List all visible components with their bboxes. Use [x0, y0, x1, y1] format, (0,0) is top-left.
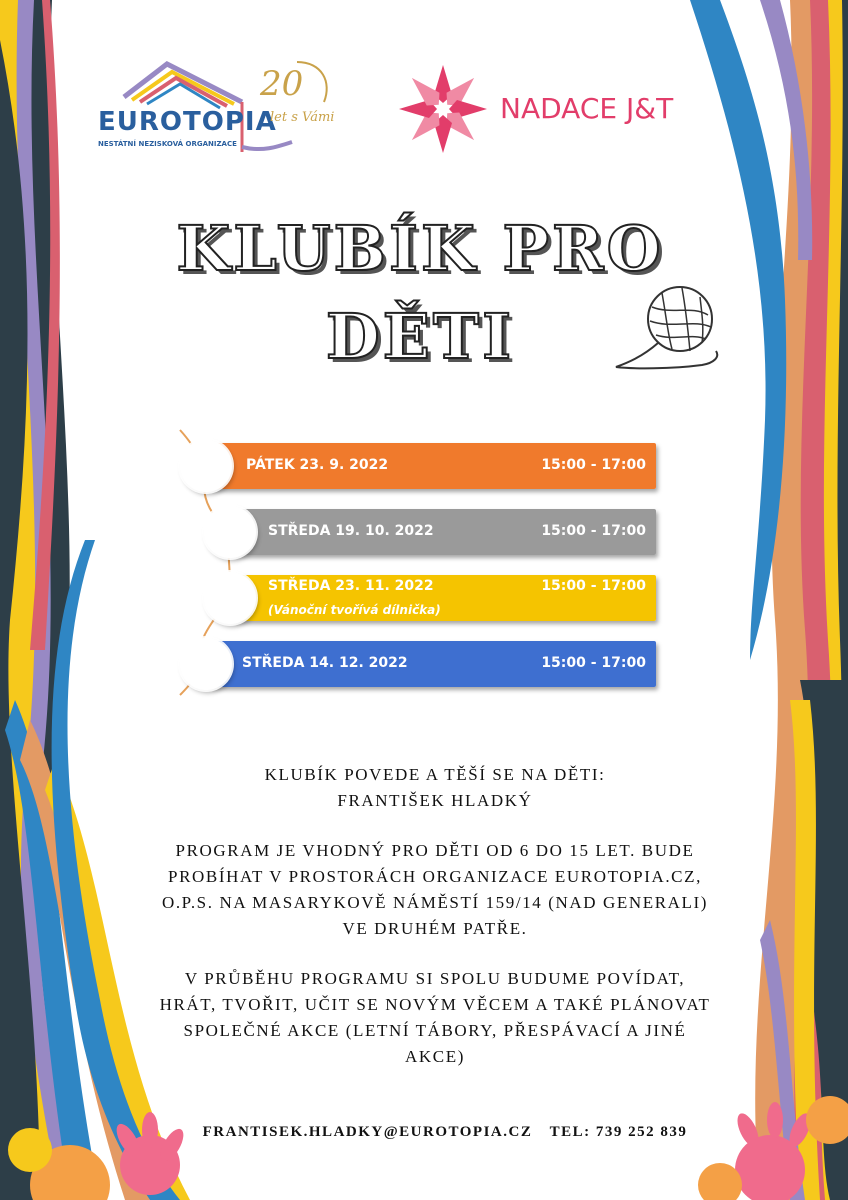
nadace-name: NADACE J&T — [500, 92, 674, 125]
contact-line — [120, 1124, 770, 1141]
program-line-3: O.P.S. NA MASARYKOVĚ NÁMĚSTÍ 159/14 (NAD GENERALI) — [161, 893, 709, 912]
timeline-marker — [204, 506, 256, 558]
activities-info — [120, 966, 750, 1070]
program-line-2: PROBÍHAT V PROSTORÁCH ORGANIZACE EUROTOPIA.CZ, — [168, 867, 702, 886]
timeline-marker — [204, 572, 256, 624]
event-date: STŘEDA 19. 10. 2022 — [268, 523, 434, 539]
event-date: STŘEDA 14. 12. 2022 — [242, 655, 408, 671]
event-timeline — [170, 425, 670, 705]
program-line-1: PROGRAM JE VHODNÝ PRO DĚTI OD 6 DO 15 LET. BUDE — [175, 841, 695, 860]
contact-phone: TEL: 739 252 839 — [549, 1124, 688, 1140]
program-line-4: VE DRUHÉM PATŘE. — [342, 919, 528, 938]
event-time: 15:00 - 17:00 — [541, 578, 646, 594]
leader-info — [120, 762, 750, 814]
eurotopia-name: EUROTOPIA — [98, 107, 277, 137]
title-line-2: DĚTI — [325, 300, 515, 373]
yarn-ball-icon — [612, 285, 730, 377]
event-row-1 — [210, 443, 656, 489]
eurotopia-subtitle: NESTÁTNÍ NEZISKOVÁ ORGANIZACE — [98, 140, 237, 148]
activities-line-2: HRÁT, TVOŘIT, UČIT SE NOVÝM VĚCEM A TAKÉ PLÁNOVAT — [159, 995, 711, 1014]
leader-line-2: FRANTIŠEK HLADKÝ — [337, 791, 533, 810]
event-row-4 — [210, 641, 656, 687]
nadace-jt-logo — [398, 62, 698, 157]
anniversary-number: 20 — [260, 64, 304, 104]
timeline-marker — [180, 638, 232, 690]
event-time: 15:00 - 17:00 — [541, 457, 646, 473]
event-row-2 — [232, 509, 656, 555]
event-date: STŘEDA 23. 11. 2022 — [268, 578, 434, 594]
leader-line-1: KLUBÍK POVEDE A TĚŠÍ SE NA DĚTI: — [264, 765, 606, 784]
activities-line-3: SPOLEČNÉ AKCE (LETNÍ TÁBORY, PŘESPÁVACÍ A JINÉ — [183, 1021, 687, 1040]
title-line-1: KLUBÍK PRO — [176, 212, 664, 285]
anniversary-text: let s Vámi — [270, 110, 335, 125]
event-note: (Vánoční tvořívá dílnička) — [268, 603, 441, 617]
contact-email[interactable]: FRANTISEK.HLADKY@EUROTOPIA.CZ — [202, 1124, 533, 1140]
event-time: 15:00 - 17:00 — [541, 655, 646, 671]
program-info — [120, 838, 750, 942]
event-row-3 — [232, 575, 656, 621]
event-date: PÁTEK 23. 9. 2022 — [246, 457, 389, 473]
timeline-marker — [180, 440, 232, 492]
event-time: 15:00 - 17:00 — [541, 523, 646, 539]
activities-line-1: V PRŮBĚHU PROGRAMU SI SPOLU BUDUME POVÍDAT, — [184, 969, 686, 988]
flower-icon — [398, 62, 488, 157]
activities-line-4: AKCE) — [405, 1047, 465, 1066]
eurotopia-logo — [92, 52, 342, 162]
